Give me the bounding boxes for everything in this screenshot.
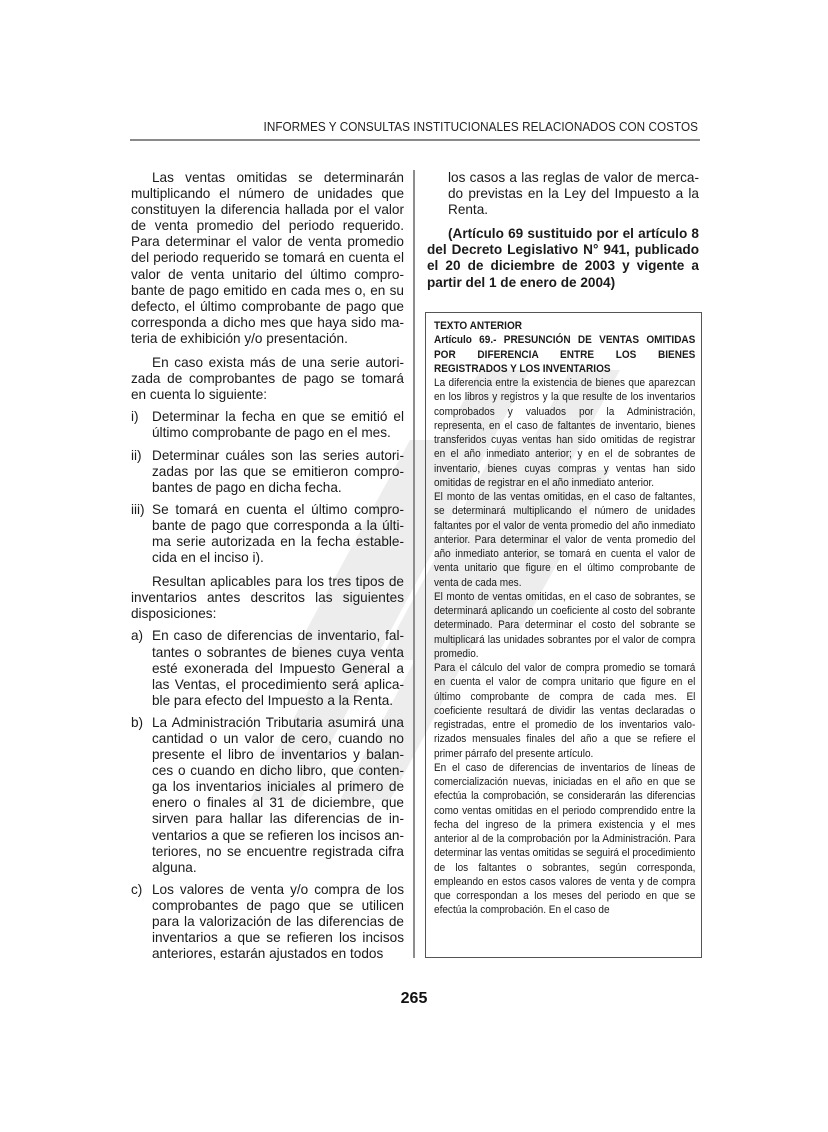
- page-number: 265: [400, 990, 428, 1007]
- running-header: INFORMES Y CONSULTAS INSTITUCIONALES RELACIONADOS CON COSTOS: [263, 120, 698, 134]
- list-item: [131, 715, 404, 876]
- box-paragraph: El monto de las ventas omitidas, en el caso de faltantes, se determinará multiplicando el número de unidades faltantes por el valor de venta promedio del año inmediato anterior. Para determinar el valor de venta promedio del año inmediato anterior, se tomará en cuenta el valor de venta unitario que figure en el último comprobante de venta de cada mes.: [434, 491, 696, 589]
- list-marker: c): [131, 881, 143, 897]
- amendment-note: (Artículo 69 sustituido por el artículo 8 del Decreto Legislativo N° 941, publicado el 20 de diciembre de 2003 y vigente a partir del 1 de enero de 2004): [427, 226, 699, 290]
- box-paragraph: El monto de ventas omitidas, en el caso de sobrantes, se determinará aplicando un coeficiente al costo del sobrante determinado. Para determinar el costo del sobrante se multiplicará las unidades sobrantes por el valor de compra promedio.: [434, 590, 696, 660]
- left-column: [131, 170, 404, 962]
- box-paragraph: En el caso de diferencias de inventarios de líneas de comercialización nuevas, iniciadas en el año en que se efectúa la comprobación, se considerarán las diferencias como ventas omitidas en el periodo comprendido entre la fecha del ingreso de la primera existencia y el mes anterior al de la comprobación por la Administración. Para determinar las ventas omitidas se seguirá el procedimiento de los faltantes o sobrantes, según corresponda, empleando en estos casos valores de venta y de compra que correspondan a los meses del periodo en que se efectúa la comprobación. En el caso de: [434, 761, 696, 917]
- list-item-text: Los valores de venta y/o compra de los comprobantes de pago que se utilicen para la valorización de las diferencias de inventarios a que se refieren los incisos anteriores, estarán ajustados en todos: [152, 881, 404, 962]
- list-marker: b): [131, 714, 144, 730]
- list-marker: a): [131, 628, 144, 644]
- list-item-text: La Administración Tributaria asumirá una cantidad o un valor de cero, cuando no presente el libro de inventarios y balances o cuando en dicho libro, que contenga los inventarios iniciales al primero de enero o finales al 31 de diciembre, que sirven para hallar las diferencias de inventarios a que se refieren los incisos anteriores, no se encuentre registrada cifra alguna.: [152, 714, 404, 875]
- right-column: [427, 170, 699, 291]
- list-item-text: Determinar la fecha en que se emitió el último comprobante de pago en el mes.: [152, 409, 404, 441]
- list-item: [131, 502, 404, 566]
- continuation-text: los casos a las reglas de valor de mercado previstas en la Ley del Impuesto a la Renta.: [448, 170, 699, 218]
- list-item: [131, 882, 404, 962]
- box-paragraph: Para el cálculo del valor de compra promedio se tomará en cuenta el valor de compra unitario que figure en el último comprobante de compra de cada mes. El coeficiente resultará de dividir las ventas declaradas o registradas, entre el promedio de los inventarios valorizados mensuales finales del año a que se refiere el primer párrafo del presente artículo.: [434, 662, 696, 760]
- list-marker: ii): [131, 447, 142, 463]
- list-marker: iii): [131, 501, 145, 517]
- column-divider: [413, 170, 415, 958]
- paragraph: Las ventas omitidas se determinarán multiplicando el número de unidades que constituyen la diferencia hallada por el valor de venta promedio del periodo requerido. Para determinar el valor de venta promedio del periodo requerido se tomará en cuenta el valor de venta unitario del último comprobante de pago emitido en cada mes o, en su defecto, el último comprobante de pago que corresponda a dicho mes que haya sido materia de exhibición y/o presentación.: [131, 170, 404, 346]
- paragraph: En caso exista más de una serie autorizada de comprobantes de pago se tomará en cuenta lo siguiente:: [131, 355, 404, 403]
- paragraph: Resultan aplicables para los tres tipos de inventarios antes descritos las siguientes disposiciones:: [131, 574, 404, 622]
- article-heading: Artículo 69.- PRESUNCIÓN DE VENTAS OMITIDAS POR DIFERENCIA ENTRE LOS BIENES REGISTRADOS Y LOS INVENTARIOS: [434, 334, 696, 375]
- prior-text-box: [425, 312, 702, 958]
- box-paragraph: La diferencia entre la existencia de bienes que aparezcan en los libros y registros y la que resulte de los inventarios comprobados y valuados por la Administración, representa, en el caso de faltantes de inventario, bienes transferidos cuyas ventas han sido omitidas de registrar en el año inmediato anterior; y en el de sobrantes de inventario, bienes cuyas compras y ventas han sido omitidas de registrar en el año inmediato anterior.: [434, 377, 696, 489]
- prior-text-label: TEXTO ANTERIOR: [434, 320, 522, 332]
- list-item-text: Determinar cuáles son las series autorizadas por las que se emitieron comprobantes de pago en dicha fecha.: [152, 447, 404, 495]
- list-item: [131, 448, 404, 496]
- list-marker: i): [131, 409, 139, 425]
- list-item-text: Se tomará en cuenta el último comprobante de pago que corresponda a la última serie autorizada en la fecha establecida en el inciso i).: [152, 501, 404, 566]
- header-rule: [130, 139, 700, 141]
- list-item-text: En caso de diferencias de inventario, faltantes o sobrantes de bienes cuya venta esté exonerada del Impuesto General a las Ventas, el procedimiento será aplicable para efecto del Impuesto a la Renta.: [152, 628, 404, 708]
- list-item: [131, 628, 404, 708]
- list-item: [131, 409, 404, 441]
